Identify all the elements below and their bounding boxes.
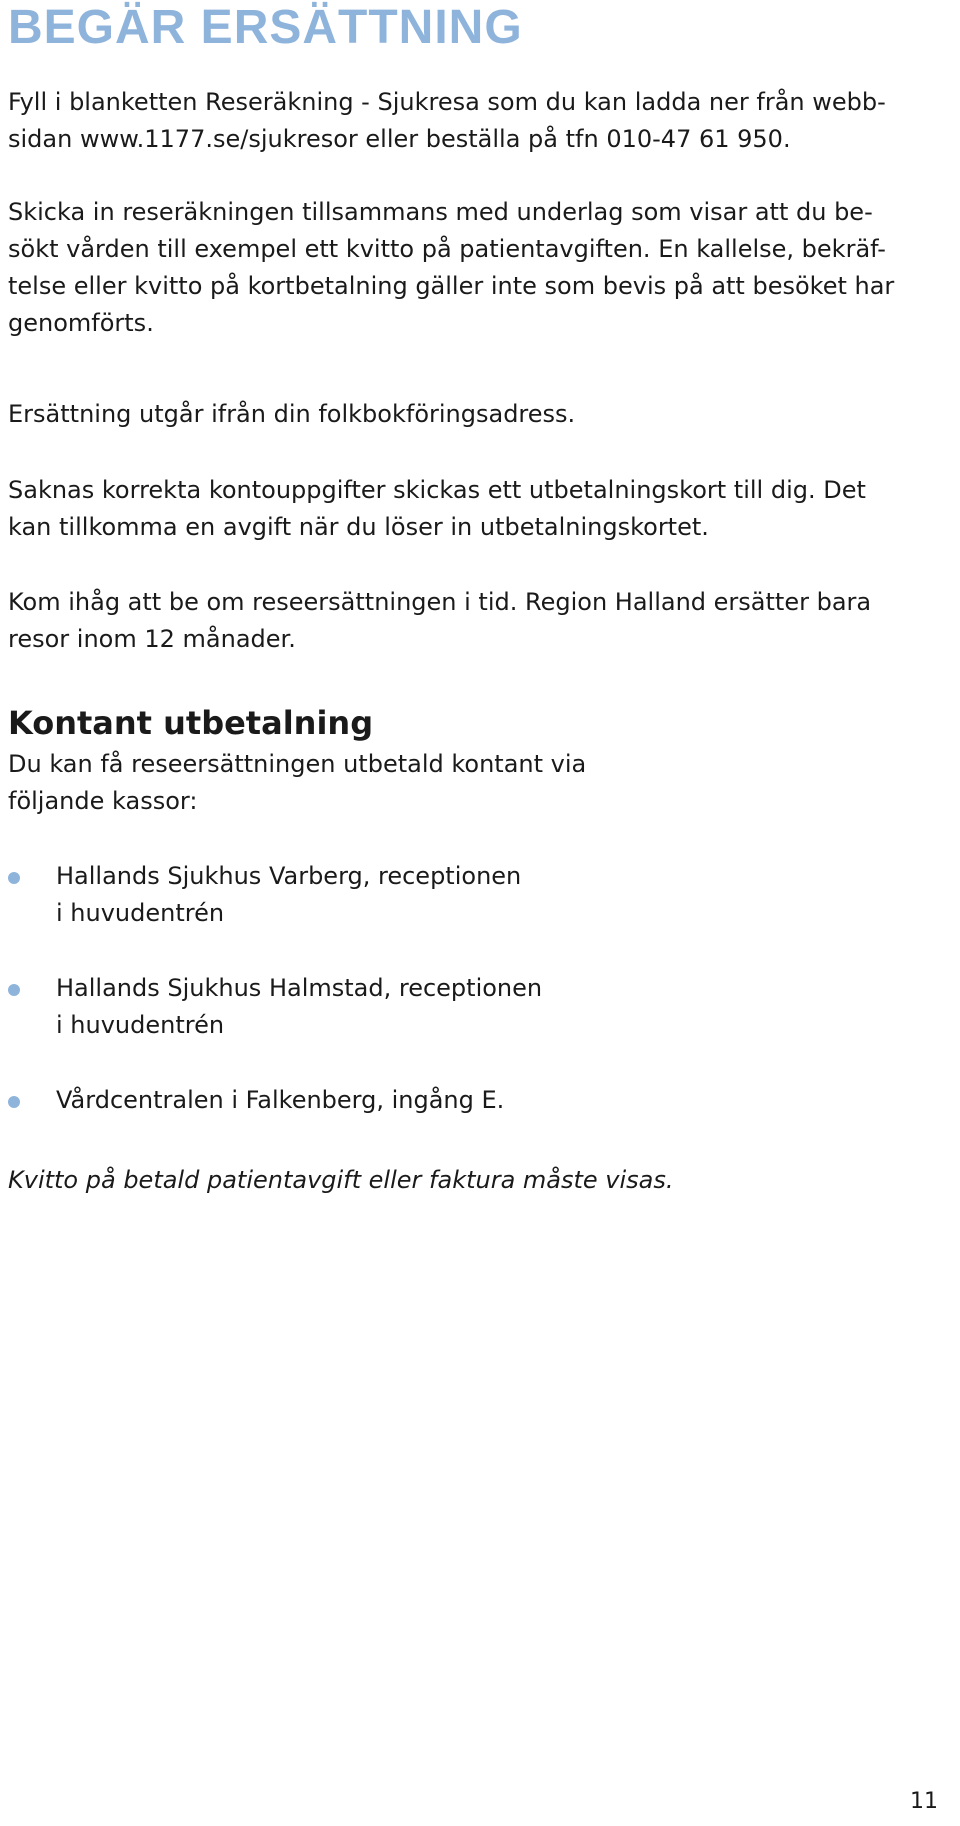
paragraph-account [8, 472, 938, 546]
paragraph-line: sidan www.1177.se/sjukresor eller beställa på tfn 010-47 61 950. [8, 125, 791, 153]
list-item-line: Hallands Sjukhus Halmstad, receptionen [56, 974, 543, 1002]
paragraph-line: Ersättning utgår ifrån din folkbokföringsadress. [8, 400, 576, 428]
paragraph-line: sökt vården till exempel ett kvitto på patientavgiften. En kallelse, bekräf- [8, 235, 886, 263]
paragraph-deadline [8, 584, 938, 658]
page-number: 11 [910, 1789, 938, 1814]
list-item-text [56, 858, 521, 932]
list-item-line: Vårdcentralen i Falkenberg, ingång E. [56, 1086, 505, 1114]
list-item-line: i huvudentrén [56, 1011, 225, 1039]
list-item-text [56, 1082, 504, 1119]
paragraph-line: telse eller kvitto på kortbetalning gäller inte som bevis på att besöket har [8, 272, 895, 300]
paragraph-line: genomförts. [8, 309, 154, 337]
bullet-icon [8, 872, 20, 884]
paragraph-line: Fyll i blanketten Reseräkning - Sjukresa som du kan ladda ner från webb- [8, 88, 886, 116]
list-item-text [56, 970, 542, 1044]
paragraph-line: kan tillkomma en avgift när du löser in utbetalningskortet. [8, 513, 709, 541]
paragraph-form-info [8, 84, 938, 158]
paragraph-line: resor inom 12 månader. [8, 625, 296, 653]
paragraph-line: följande kassor: [8, 787, 198, 815]
receipt-note: Kvitto på betald patientavgift eller faktura måste visas. [8, 1166, 674, 1194]
paragraph-line: Skicka in reseräkningen tillsammans med underlag som visar att du be- [8, 198, 873, 226]
list-item-line: Hallands Sjukhus Varberg, receptionen [56, 862, 522, 890]
paragraph-line: Saknas korrekta kontouppgifter skickas ett utbetalningskort till dig. Det [8, 476, 866, 504]
section-heading-cash: Kontant utbetalning [8, 704, 374, 742]
paragraph-address [8, 396, 938, 433]
cash-intro [8, 746, 938, 820]
paragraph-line: Du kan få reseersättningen utbetald kontant via [8, 750, 587, 778]
bullet-icon [8, 1096, 20, 1108]
page-title: BEGÄR ERSÄTTNING [8, 1, 523, 54]
paragraph-documentation [8, 194, 938, 342]
list-item-line: i huvudentrén [56, 899, 225, 927]
bullet-icon [8, 984, 20, 996]
paragraph-line: Kom ihåg att be om reseersättningen i tid. Region Halland ersätter bara [8, 588, 872, 616]
